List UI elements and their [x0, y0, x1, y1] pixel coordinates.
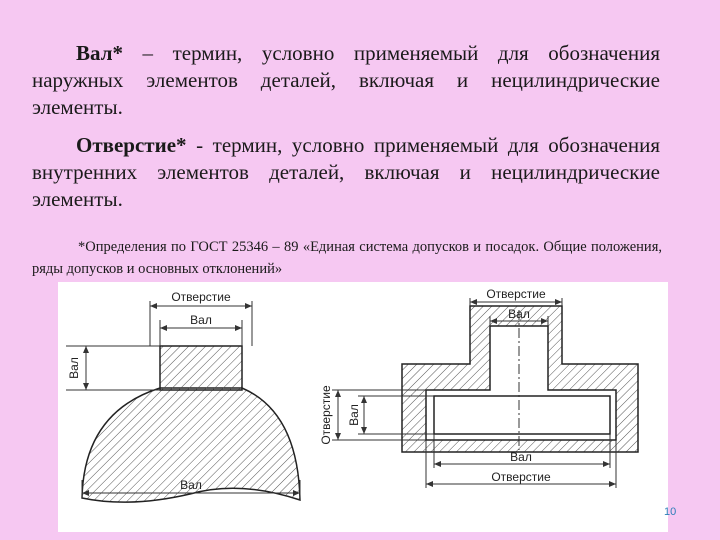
right-inner-contour	[434, 396, 610, 434]
right-hole-label-top: Отверстие	[486, 287, 546, 301]
left-shaft-boss	[160, 346, 242, 390]
hole-definition-text: - термин, условно применяемый для обозначения внутренних элементов деталей, включая и нецилиндрические элементы.	[32, 133, 660, 211]
page-number: 10	[664, 506, 677, 518]
left-shaft-label-bottom: Вал	[180, 478, 202, 492]
shaft-definition-text: – термин, условно применяемый для обозначения наружных элементов деталей, включая и нецилиндрические элементы.	[32, 41, 660, 119]
right-hole-label-side: Отверстие	[319, 385, 333, 445]
left-hole-label-top: Отверстие	[171, 290, 231, 304]
hole-term: Отверстие*	[76, 133, 187, 157]
right-shaft-label-side: Вал	[347, 404, 361, 426]
right-hole-label-bottom: Отверстие	[491, 470, 551, 484]
right-shaft-label-top: Вал	[508, 307, 530, 321]
footnote-text: *Определения по ГОСТ 25346 – 89 «Единая система допусков и посадок. Общие положения, ряды допусков и основных отклонений»	[32, 239, 662, 277]
right-hatched-part	[402, 306, 638, 452]
left-shaft-label-top: Вал	[190, 313, 212, 327]
left-shaft-label-side: Вал	[67, 357, 81, 379]
shaft-term: Вал*	[76, 41, 123, 65]
left-diagram	[66, 290, 300, 502]
right-diagram	[319, 287, 638, 488]
right-shaft-label-bottom: Вал	[510, 450, 532, 464]
